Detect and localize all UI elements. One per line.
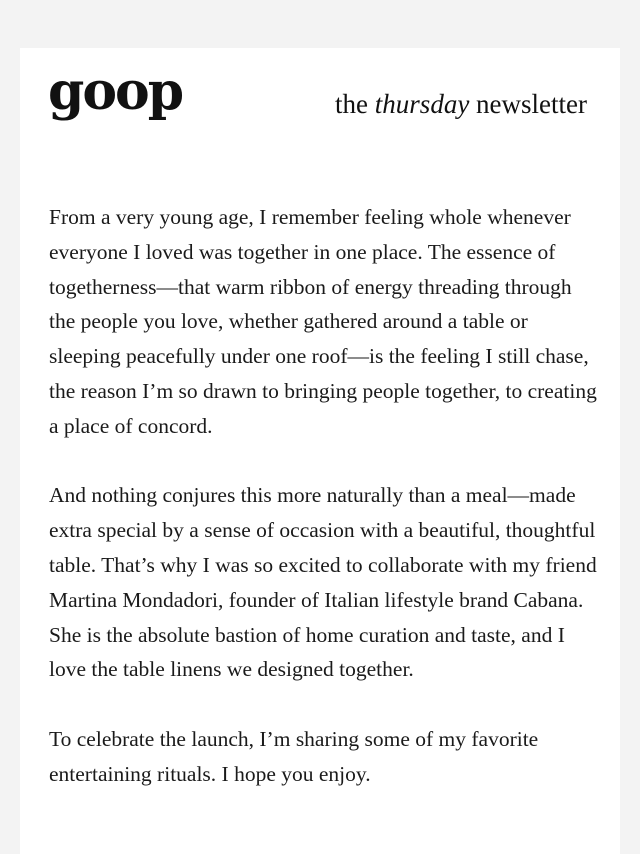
tagline-emphasis: thursday: [374, 89, 470, 119]
newsletter-card: [20, 48, 620, 854]
newsletter-tagline: [335, 88, 587, 120]
tagline-suffix: newsletter: [469, 89, 587, 119]
goop-logo[interactable]: goop: [48, 61, 183, 122]
body-paragraph-1: From a very young age, I remember feeling whole whenever everyone I loved was together in one place. The essence of togetherness—that warm ribbon of energy threading through the people you love, whether gathered around a table or sleeping peacefully under one roof—is the feeling I still chase, the reason I’m so drawn to bringing people together, to creating a place of concord.: [49, 205, 597, 438]
body-paragraph-3: To celebrate the launch, I’m sharing some of my favorite entertaining rituals. I hope you enjoy.: [49, 726, 539, 786]
newsletter-body: [49, 200, 599, 826]
body-paragraph-2: And nothing conjures this more naturally than a meal—made extra special by a sense of occasion with a beautiful, thoughtful table. That’s why I was so excited to collaborate with my friend Martina Mondadori, founder of Italian lifestyle brand Cabana. She is the absolute bastion of home curation and taste, and I love the table linens we designed together.: [49, 483, 597, 682]
tagline-prefix: the: [335, 89, 375, 119]
